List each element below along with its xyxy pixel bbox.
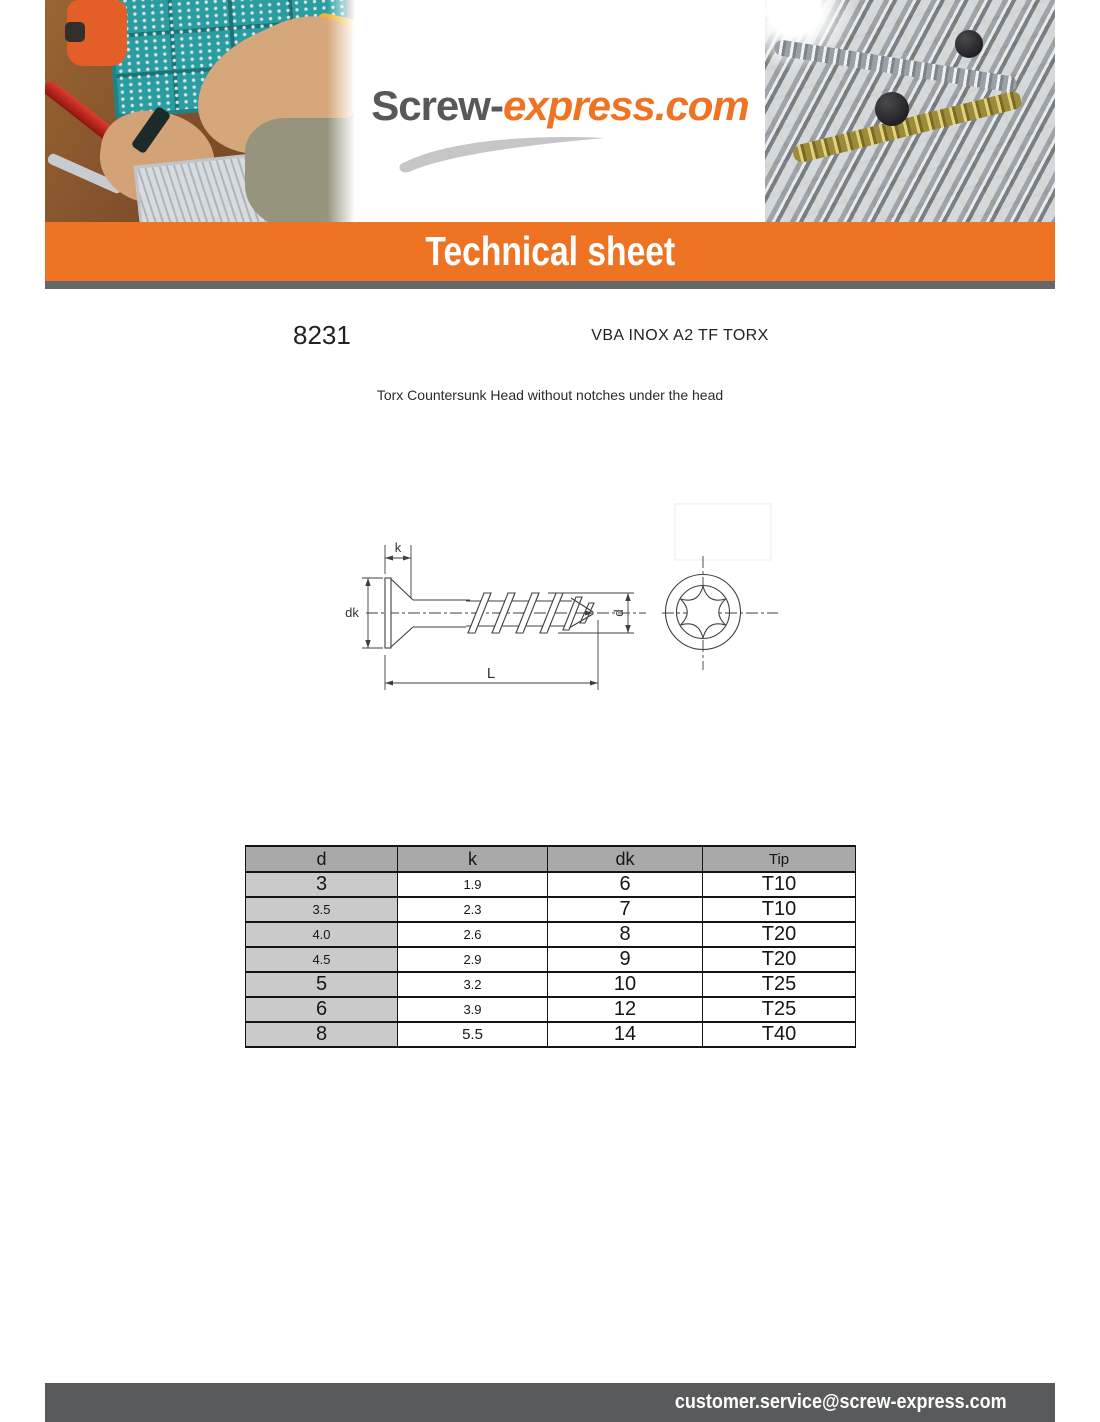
white-patch [675,504,771,560]
cell-tip: T10 [703,872,856,897]
cell-k: 2.6 [398,922,548,947]
cell-k: 5.5 [398,1022,548,1047]
tape-measure-core [65,22,85,42]
cell-k: 1.9 [398,872,548,897]
spec-table [245,845,856,1048]
screw-head-image [955,30,983,58]
cell-d: 3 [246,872,398,897]
cell-dk: 7 [548,897,703,922]
footer-email: customer.service@screw-express.com [675,1391,1007,1413]
header-photo-screws [765,0,1055,222]
cell-d: 5 [246,972,398,997]
cell-tip: T20 [703,922,856,947]
cell-dk: 6 [548,872,703,897]
banner [45,222,1055,281]
cell-d: 6 [246,997,398,1022]
col-header-tip: Tip [703,846,856,872]
logo-swoosh [387,130,627,176]
col-header-dk: dk [548,846,703,872]
screw-technical-drawing [330,500,790,720]
product-description: Torx Countersunk Head without notches under the head [376,387,724,403]
cell-d: 3.5 [246,897,398,922]
product-code: 8231 [293,320,351,350]
brand-logo-prefix: Screw- [371,82,503,129]
torx-recess [681,586,726,638]
brass-screw-image [791,90,1023,164]
cell-k: 2.3 [398,897,548,922]
dim-label-L: L [486,665,496,682]
brand-logo-suffix: express.com [502,82,749,129]
cell-dk: 14 [548,1022,703,1047]
cell-k: 2.9 [398,947,548,972]
dim-label-k: k [394,540,402,555]
col-header-d: d [246,846,398,872]
table-row [246,1022,856,1047]
cell-tip: T20 [703,947,856,972]
table-row [246,872,856,897]
cell-tip: T25 [703,972,856,997]
col-header-k: k [398,846,548,872]
screw-head-face [385,578,391,648]
banner-divider [45,281,1055,289]
dim-label-dk: dk [345,605,359,620]
screw-shank [413,600,470,627]
dim-label-d: d [611,609,626,617]
table-row [246,947,856,972]
cell-k: 3.2 [398,972,548,997]
cell-dk: 10 [548,972,703,997]
cell-d: 8 [246,1022,398,1047]
cell-d: 4.0 [246,922,398,947]
table-row [246,922,856,947]
cell-dk: 12 [548,997,703,1022]
table-row [246,972,856,997]
brand-logo [355,82,765,130]
footer-bar [45,1383,1055,1422]
cell-k: 3.9 [398,997,548,1022]
table-row [246,997,856,1022]
cell-tip: T10 [703,897,856,922]
screw-head-image [875,92,909,126]
photo-edge-fade [327,0,355,222]
cell-tip: T25 [703,997,856,1022]
cell-dk: 8 [548,922,703,947]
banner-title: Technical sheet [425,228,675,274]
cell-dk: 9 [548,947,703,972]
cell-d: 4.5 [246,947,398,972]
table-header-row [246,846,856,872]
logo-area [355,0,765,222]
header-photo-workbench [45,0,355,222]
cell-tip: T40 [703,1022,856,1047]
table-row [246,897,856,922]
product-name: VBA INOX A2 TF TORX [591,327,769,344]
